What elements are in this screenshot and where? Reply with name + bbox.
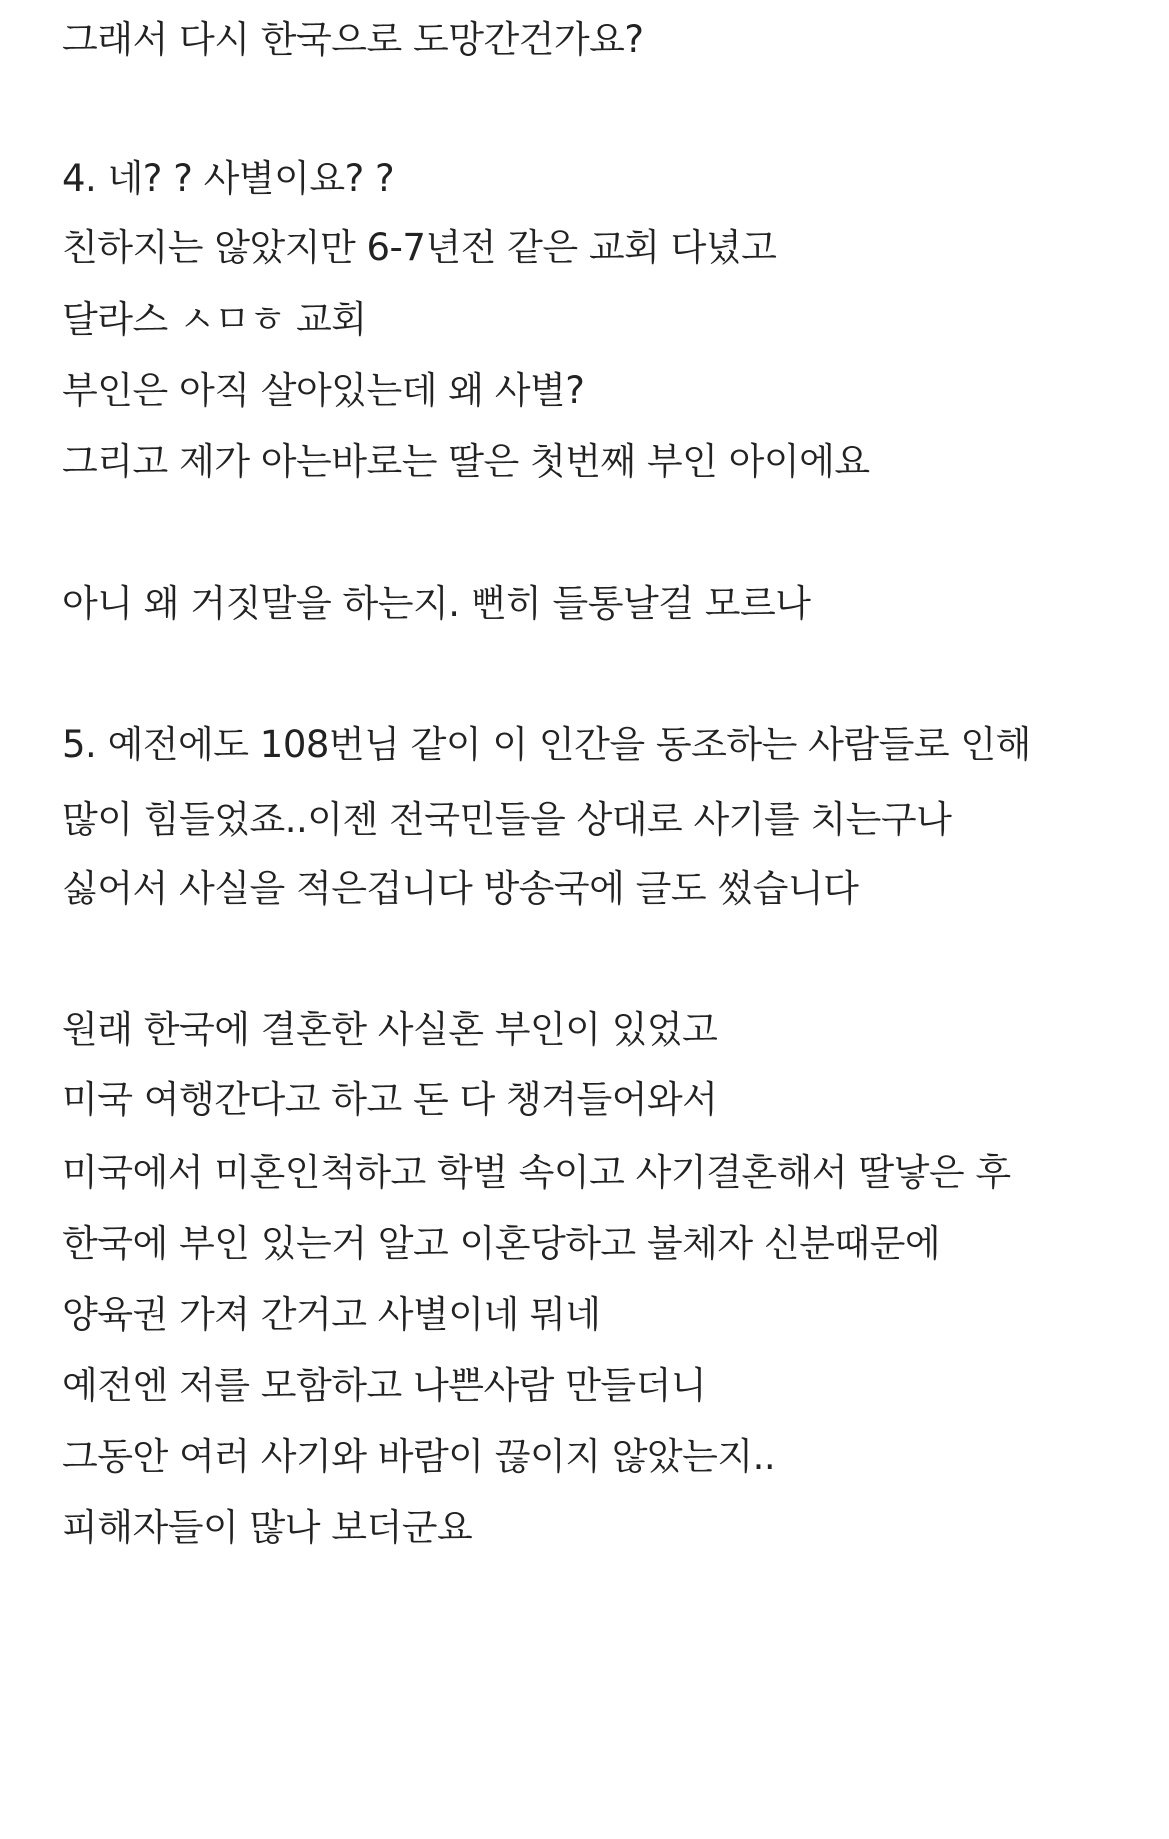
text-line: 예전엔 저를 모함하고 나쁜사람 만들더니 [62,1364,707,1407]
text-line: 피해자들이 많나 보더군요 [62,1506,473,1549]
text-line: 그래서 다시 한국으로 도망간건가요? [62,18,644,61]
text-line: 그동안 여러 사기와 바람이 끊이지 않았는지.. [62,1435,776,1478]
text-line: 한국에 부인 있는거 알고 이혼당하고 불체자 신분때문에 [62,1222,941,1265]
text-line: 원래 한국에 결혼한 사실혼 부인이 있었고 [62,1008,718,1051]
text-line: 아니 왜 거짓말을 하는지. 뻔히 들통날걸 모르나 [62,582,811,625]
text-line: 많이 힘들었죠..이젠 전국민들을 상대로 사기를 치는구나 [62,798,952,841]
text-line: 싫어서 사실을 적은겁니다 방송국에 글도 썼습니다 [62,867,859,910]
text-line: 양육권 가져 간거고 사별이네 뭐네 [62,1293,601,1336]
text-line: 미국에서 미혼인척하고 학벌 속이고 사기결혼해서 딸낳은 후 [62,1151,1011,1194]
text-line: 친하지는 않았지만 6-7년전 같은 교회 다녔고 [62,226,777,269]
text-line: 미국 여행간다고 하고 돈 다 챙겨들어와서 [62,1078,718,1121]
text-line: 5. 예전에도 108번님 같이 이 인간을 동조하는 사람들로 인해 [62,723,1031,766]
text-line: 달라스 ㅅㅁㅎ 교회 [62,298,367,341]
text-line: 4. 네? ? 사별이요? ? [62,157,395,200]
text-line: 부인은 아직 살아있는데 왜 사별? [62,369,585,412]
text-line: 그리고 제가 아는바로는 딸은 첫번째 부인 아이에요 [62,440,870,483]
